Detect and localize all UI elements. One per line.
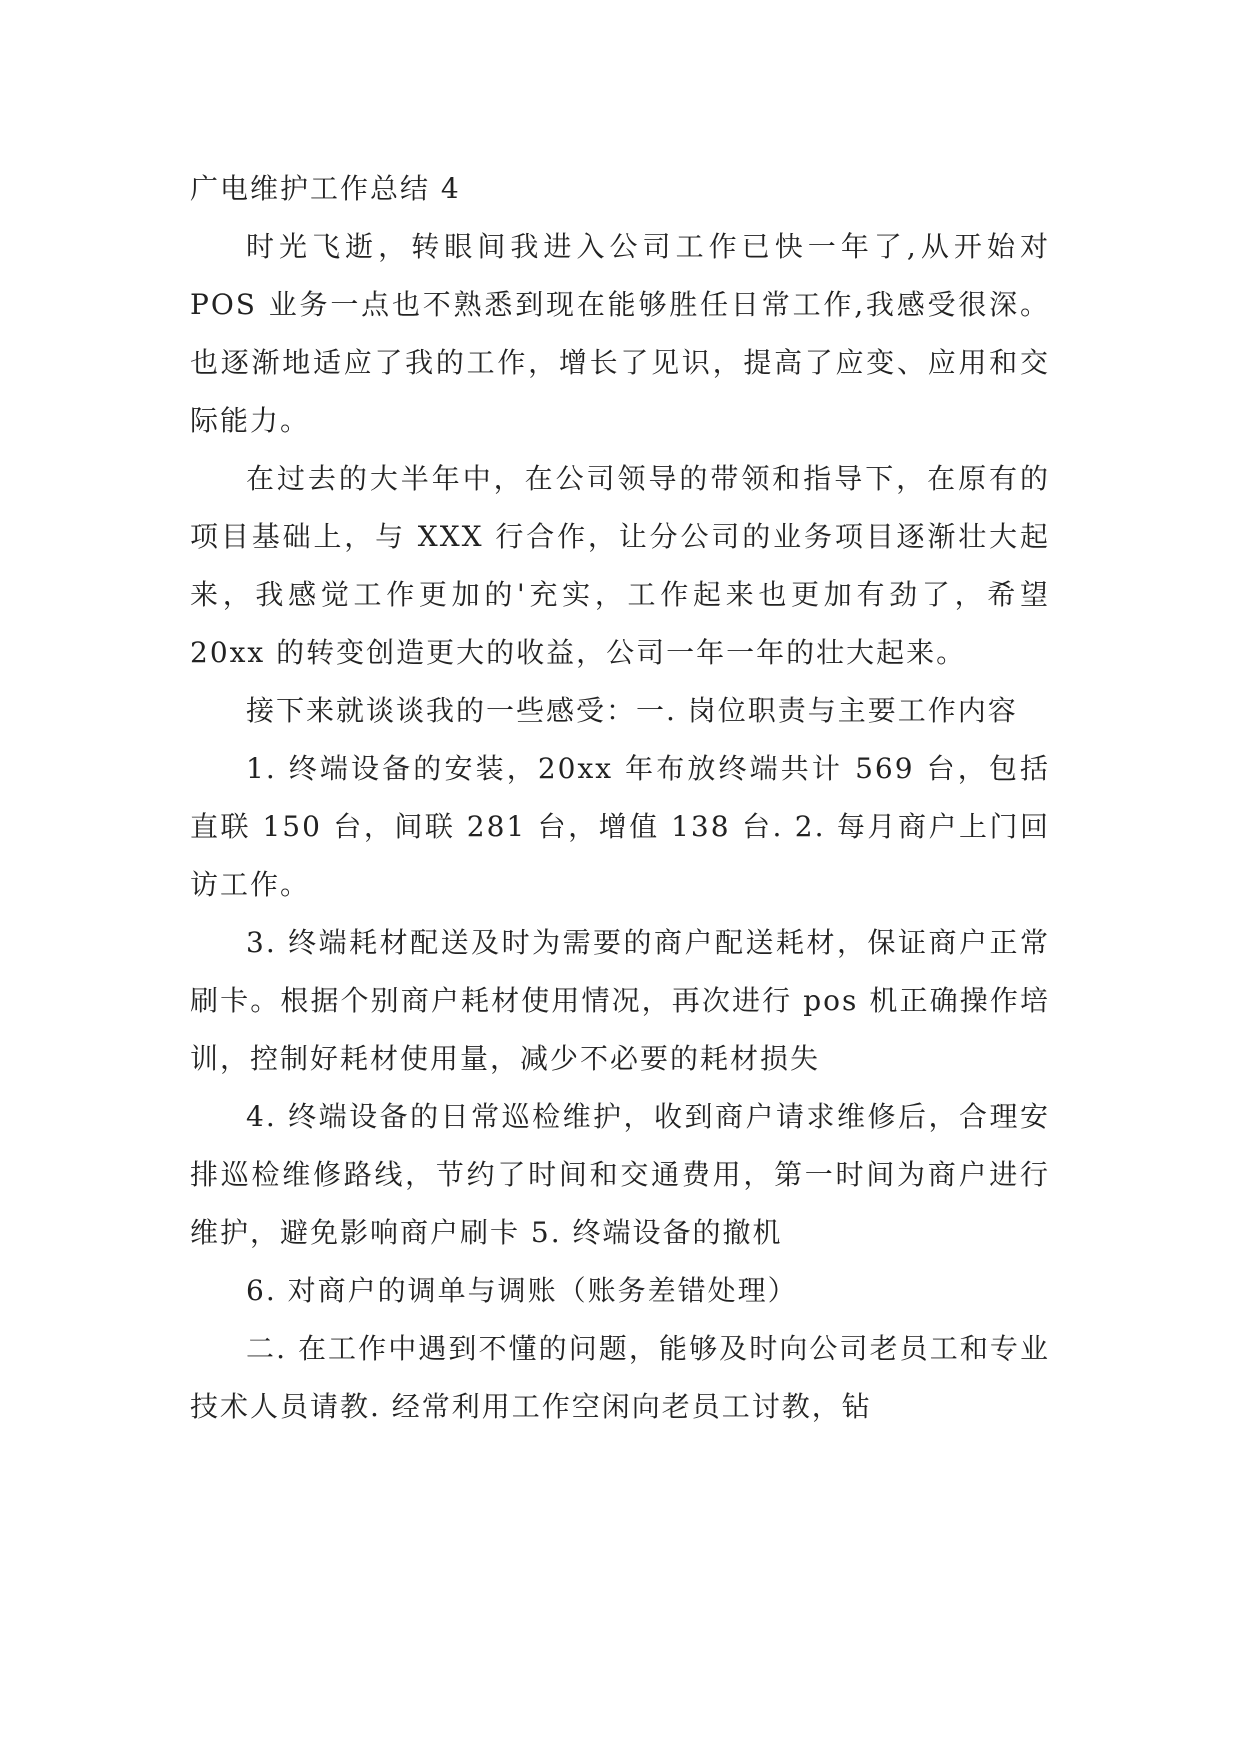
- paragraph-item-6: 6. 对商户的调单与调账（账务差错处理）: [246, 1274, 798, 1307]
- paragraph-duties-heading: 接下来就谈谈我的一些感受：一. 岗位职责与主要工作内容: [246, 694, 1018, 727]
- paragraph-intro: 时光飞逝，转眼间我进入公司工作已快一年了,从开始对 POS 业务一点也不熟悉到现在能够胜任日常工作,我感受很深。也逐渐地适应了我的工作，增长了见识，提高了应变、应用和交际能力。: [190, 230, 1050, 437]
- document-body: [190, 160, 1050, 1436]
- paragraph-item-1-2: 1. 终端设备的安装，20xx 年布放终端共计 569 台，包括直联 150 台，间联 281 台，增值 138 台. 2. 每月商户上门回访工作。: [190, 752, 1050, 901]
- paragraph-item-4-5: 4. 终端设备的日常巡检维护，收到商户请求维修后，合理安排巡检维修路线，节约了时间和交通费用，第一时间为商户进行维护，避免影响商户刷卡 5. 终端设备的撤机: [190, 1100, 1050, 1249]
- paragraph-past-half-year: 在过去的大半年中，在公司领导的带领和指导下，在原有的项目基础上，与 XXX 行合作，让分公司的业务项目逐渐壮大起来，我感觉工作更加的'充实，工作起来也更加有劲了，希望 20xx 的转变创造更大的收益，公司一年一年的壮大起来。: [190, 462, 1050, 669]
- paragraph-section-2: 二. 在工作中遇到不懂的问题，能够及时向公司老员工和专业技术人员请教. 经常利用工作空闲向老员工讨教，钻: [190, 1332, 1050, 1423]
- paragraph-item-3: 3. 终端耗材配送及时为需要的商户配送耗材，保证商户正常刷卡。根据个别商户耗材使用情况，再次进行 pos 机正确操作培训，控制好耗材使用量，减少不必要的耗材损失: [190, 926, 1050, 1075]
- document-title: 广电维护工作总结 4: [190, 172, 461, 205]
